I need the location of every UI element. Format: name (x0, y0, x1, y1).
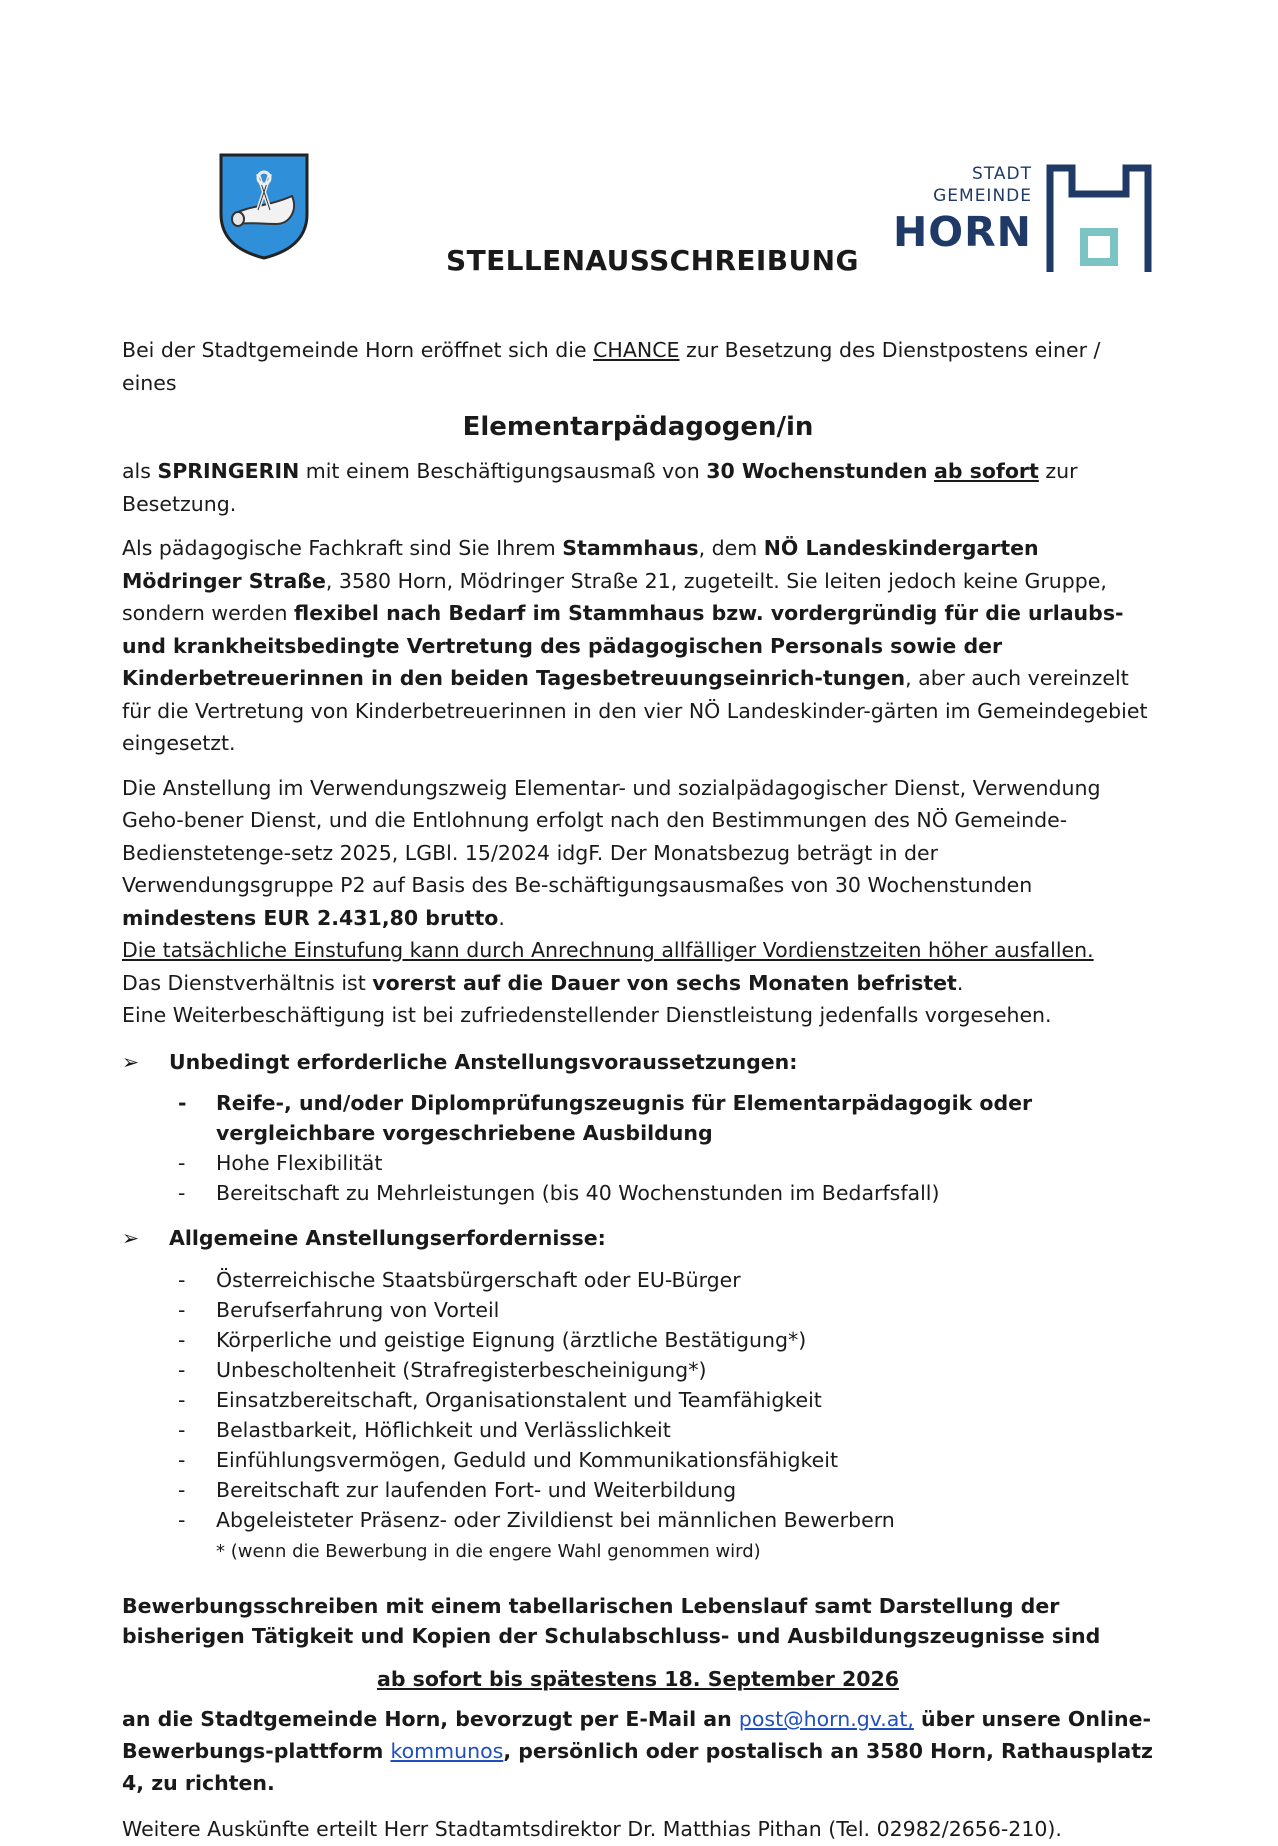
list-item: - Belastbarkeit, Höflichkeit und Verlässlichkeit (216, 1415, 1154, 1445)
contact-info: Weitere Auskünfte erteilt Herr Stadtamtsdirektor Dr. Matthias Pithan (Tel. 02982/2656-210). (122, 1817, 1062, 1841)
list-item: - Reife-, und/oder Diplomprüfungszeugnis für Elementarpädagogik oder vergleichbare vorgeschriebene Ausbildung (216, 1088, 1154, 1148)
assignment-text: , 3580 Horn, Mödringer Straße 21, zugeteilt. Sie leiten jedoch keine Gruppe, sondern werden (122, 568, 1107, 625)
list-item: - Unbescholtenheit (Strafregisterbescheinigung*) (216, 1355, 1154, 1385)
logo-stadt-text: STADT (972, 164, 1032, 184)
list-item: - Berufserfahrung von Vorteil (216, 1295, 1154, 1325)
intro-text: Bei der Stadtgemeinde Horn eröffnet sich die (122, 338, 594, 362)
list-item: - Körperliche und geistige Eignung (ärztliche Bestätigung*) (216, 1325, 1154, 1355)
salary-amount: mindestens EUR 2.431,80 brutto (122, 905, 499, 930)
logo-mark-icon (1046, 164, 1152, 274)
general-heading (122, 1222, 1154, 1255)
general-requirements-list (122, 1265, 1154, 1535)
logo-gemeinde-text: GEMEINDE (933, 186, 1032, 206)
stadtgemeinde-horn-logo (892, 164, 1152, 274)
intro-text-end: zur Besetzung des Dienstpostens einer / eines (122, 338, 1101, 395)
arrow-bullet-icon: ➢ (122, 1049, 140, 1074)
kindergarten-name: NÖ Landeskindergarten Mödringer Straße (122, 536, 1039, 593)
role-line (122, 455, 1154, 520)
flexible-deployment: flexibel nach Bedarf im Stammhaus bzw. vordergründig für die urlaubs- und krankheitsbedingte Vertretung des pädagogischen Personals sowie der Kinderbetreuerinnen in den beiden Tagesbetreuungseinrich-tungen (122, 601, 1124, 690)
list-item: - Einsatzbereitschaft, Organisationstalent und Teamfähigkeit (216, 1385, 1154, 1415)
stammhaus-label: Stammhaus (562, 536, 699, 560)
start-date: ab sofort (934, 459, 1039, 483)
application-deadline: ab sofort bis spätestens 18. September 2026 (376, 1666, 899, 1691)
requirements-list (122, 1088, 1154, 1208)
document-title: STELLENAUSSCHREIBUNG (446, 244, 859, 277)
weekly-hours: 30 Wochenstunden (706, 459, 928, 483)
assignment-text: Als pädagogische Fachkraft sind Sie Ihrem (122, 536, 563, 560)
assignment-text: , aber auch vereinzelt für die Vertretung von Kinderbetreuerinnen in den vier NÖ Landeskinder-gärten im Gemeindegebiet eingesetzt. (122, 666, 1148, 755)
list-item: - Österreichische Staatsbürgerschaft oder EU-Bürger (216, 1265, 1154, 1295)
list-item: - Abgeleisteter Präsenz- oder Zivildienst bei männlichen Bewerbern (216, 1505, 1154, 1535)
befristung-line (122, 967, 1154, 1000)
coat-of-arms-icon (218, 152, 310, 260)
submission-paragraph (122, 1703, 1154, 1799)
salary-text: . (498, 905, 505, 930)
role-text: als (122, 459, 158, 483)
einstufung-line: Die tatsächliche Einstufung kann durch Anrechnung allfälliger Vordienstzeiten höher ausfallen. (122, 938, 1094, 962)
springerin-label: SPRINGERIN (157, 459, 300, 483)
requirements-heading (122, 1046, 1154, 1079)
submission-text: über unsere Online-Bewerbungs-plattform (122, 1707, 1151, 1763)
intro-paragraph (122, 334, 1154, 399)
email-link[interactable]: post@horn.gv.at, (738, 1707, 914, 1731)
list-item: - Bereitschaft zu Mehrleistungen (bis 40 Wochenstunden im Bedarfsfall) (216, 1178, 1154, 1208)
list-item: - Bereitschaft zur laufenden Fort- und Weiterbildung (216, 1475, 1154, 1505)
submission-text: an die Stadtgemeinde Horn, bevorzugt per E-Mail an (122, 1707, 739, 1731)
befristung-duration: vorerst auf die Dauer von sechs Monaten befristet (372, 970, 957, 995)
chance-word: CHANCE (593, 338, 680, 362)
salary-text: Die Anstellung im Verwendungszweig Elementar- und sozialpädagogischer Dienst, Verwendung Geho-bener Dienst, und die Entlohnung erfolgt nach den Bestimmungen des NÖ Gemeinde-Bedienstetenge-setz 2025, LGBl. 15/2024 idgF. Der Monatsbezug beträgt in der Verwendungsgruppe P2 auf Basis des Be-schäftigungsausmaßes von 30 Wochenstunden (122, 775, 1101, 897)
role-text: zur Besetzung. (122, 459, 1078, 516)
continuation-line: Eine Weiterbeschäftigung ist bei zufriedenstellender Dienstleistung jedenfalls vorgesehen. (122, 1003, 1052, 1027)
arrow-bullet-icon: ➢ (122, 1226, 140, 1250)
kommunos-link[interactable]: kommunos (390, 1739, 504, 1763)
list-item: - Einfühlungsvermögen, Geduld und Kommunikationsfähigkeit (216, 1445, 1154, 1475)
salary-paragraph (122, 772, 1154, 935)
footnote: * (wenn die Bewerbung in die engere Wahl genommen wird) (216, 1540, 761, 1562)
submission-text: , persönlich oder postalisch an 3580 Horn, Rathausplatz 4, zu richten. (122, 1739, 1153, 1795)
befristung-text: Das Dienstverhältnis ist (122, 970, 373, 995)
logo-horn-text: HORN (892, 208, 1032, 256)
closing-paragraph: Bewerbungsschreiben mit einem tabellarischen Lebenslauf samt Darstellung der bisherigen Tätigkeit und Kopien der Schulabschluss- und Ausbildungszeugnisse sind (122, 1593, 1101, 1648)
assignment-text: , dem (698, 536, 764, 560)
document-body (122, 334, 1154, 1846)
requirements-heading-text: Unbedingt erforderliche Anstellungsvoraussetzungen: (169, 1049, 798, 1074)
general-heading-text: Allgemeine Anstellungserfordernisse: (169, 1226, 606, 1250)
job-title: Elementarpädagogen/in (462, 412, 814, 442)
befristung-text: . (956, 970, 964, 995)
role-text: mit einem Beschäftigungsausmaß von (299, 459, 707, 483)
assignment-paragraph (122, 532, 1154, 760)
list-item: - Hohe Flexibilität (216, 1148, 1154, 1178)
